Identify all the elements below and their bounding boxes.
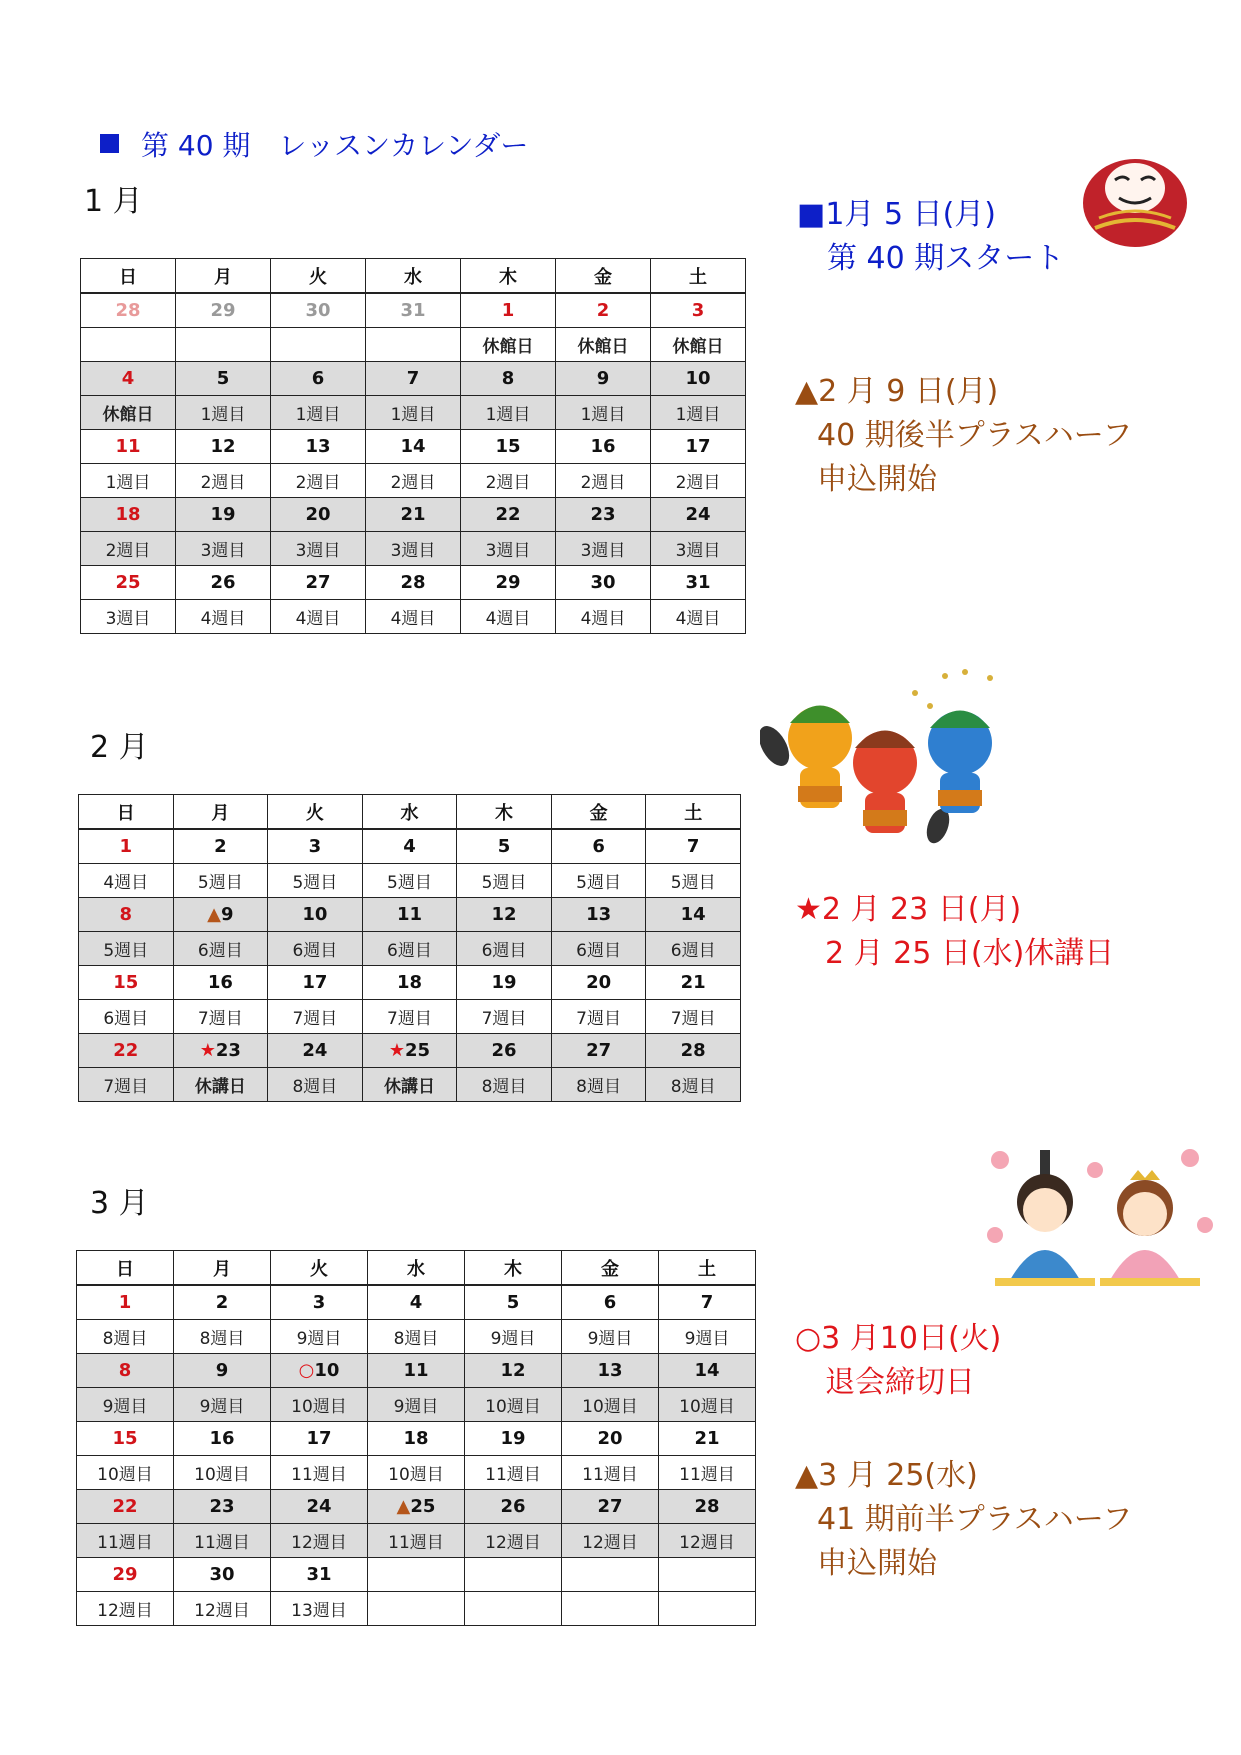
week-label-cell: 2週目 bbox=[556, 464, 651, 498]
week-label-cell: 5週目 bbox=[173, 864, 268, 898]
week-label-cell: 7週目 bbox=[79, 1068, 174, 1102]
week-label-cell: 10週目 bbox=[562, 1388, 659, 1422]
week-label-cell: 1週目 bbox=[81, 464, 176, 498]
week-label-cell bbox=[81, 328, 176, 362]
week-label-cell: 9週目 bbox=[368, 1388, 465, 1422]
date-cell: 1 bbox=[461, 293, 556, 328]
date-cell: 11 bbox=[362, 898, 457, 932]
week-label-cell: 12週目 bbox=[659, 1524, 756, 1558]
week-label-cell: 13週目 bbox=[271, 1592, 368, 1626]
calendar-february bbox=[78, 794, 741, 1102]
calendar-march bbox=[76, 1250, 756, 1626]
week-label-cell: 8週目 bbox=[551, 1068, 646, 1102]
week-label-cell: 7週目 bbox=[457, 1000, 552, 1034]
week-label-cell: 6週目 bbox=[268, 932, 363, 966]
date-cell: 16 bbox=[556, 430, 651, 464]
date-cell: 4 bbox=[368, 1285, 465, 1320]
week-label-cell: 8週目 bbox=[368, 1320, 465, 1354]
week-label-cell: 3週目 bbox=[81, 600, 176, 634]
weekday-fri: 金 bbox=[556, 259, 651, 294]
page-title bbox=[100, 124, 528, 164]
date-cell: 26 bbox=[457, 1034, 552, 1068]
note-plus-half-mar-text2: 申込開始 bbox=[817, 1546, 937, 1581]
week-label-cell: 6週目 bbox=[362, 932, 457, 966]
daruma-icon bbox=[1075, 148, 1195, 248]
date-cell: 7 bbox=[646, 829, 741, 864]
note-plus-half-feb-text2: 申込開始 bbox=[817, 462, 937, 497]
date-cell: 1 bbox=[79, 829, 174, 864]
date-row bbox=[77, 1285, 756, 1320]
week-label-cell: 11週目 bbox=[659, 1456, 756, 1490]
date-cell: 24 bbox=[271, 1490, 368, 1524]
week-label-cell bbox=[659, 1592, 756, 1626]
date-cell: 13 bbox=[562, 1354, 659, 1388]
week-label-cell: 8週目 bbox=[174, 1320, 271, 1354]
date-cell: 12 bbox=[457, 898, 552, 932]
date-cell: 2 bbox=[556, 293, 651, 328]
date-cell: 21 bbox=[659, 1422, 756, 1456]
week-label-cell: 3週目 bbox=[556, 532, 651, 566]
week-label-cell bbox=[465, 1592, 562, 1626]
date-cell: 31 bbox=[651, 566, 746, 600]
note-withdraw-deadline bbox=[795, 1317, 1001, 1405]
date-cell: 4 bbox=[362, 829, 457, 864]
week-label-cell: 10週目 bbox=[368, 1456, 465, 1490]
week-label-cell: 休館日 bbox=[81, 396, 176, 430]
week-label-cell: 8週目 bbox=[77, 1320, 174, 1354]
date-row bbox=[77, 1490, 756, 1524]
date-cell: 1 bbox=[77, 1285, 174, 1320]
date-cell: 30 bbox=[271, 293, 366, 328]
week-label-cell: 6週目 bbox=[551, 932, 646, 966]
week-label-cell: 11週目 bbox=[77, 1524, 174, 1558]
week-label-cell: 9週目 bbox=[562, 1320, 659, 1354]
date-cell: 20 bbox=[562, 1422, 659, 1456]
weekday-wed: 水 bbox=[366, 259, 461, 294]
note-term-start bbox=[797, 193, 1064, 281]
weekday-thu: 木 bbox=[457, 795, 552, 830]
week-label-cell bbox=[366, 328, 461, 362]
date-cell: 18 bbox=[368, 1422, 465, 1456]
week-label-cell: 1週目 bbox=[461, 396, 556, 430]
date-row bbox=[81, 566, 746, 600]
note-plus-half-feb bbox=[795, 370, 1132, 502]
week-label-cell: 7週目 bbox=[268, 1000, 363, 1034]
weekday-fri: 金 bbox=[551, 795, 646, 830]
weekday-header-row bbox=[81, 259, 746, 294]
week-label-cell: 6週目 bbox=[646, 932, 741, 966]
note-closed-days-line1: ★2 月 23 日(月) bbox=[795, 892, 1022, 927]
date-cell: 29 bbox=[77, 1558, 174, 1592]
date-cell: 11 bbox=[368, 1354, 465, 1388]
date-cell: 24 bbox=[268, 1034, 363, 1068]
date-cell: 21 bbox=[366, 498, 461, 532]
week-label-row bbox=[81, 532, 746, 566]
calendar-january bbox=[80, 258, 746, 634]
week-label-cell: 2週目 bbox=[366, 464, 461, 498]
week-label-cell: 7週目 bbox=[173, 1000, 268, 1034]
week-label-cell: 3週目 bbox=[366, 532, 461, 566]
date-cell: 14 bbox=[366, 430, 461, 464]
week-label-cell: 1週目 bbox=[556, 396, 651, 430]
week-label-row bbox=[79, 932, 741, 966]
week-label-cell: 2週目 bbox=[651, 464, 746, 498]
note-plus-half-mar-text1: 41 期前半プラスハーフ bbox=[817, 1502, 1133, 1537]
week-label-cell: 10週目 bbox=[271, 1388, 368, 1422]
week-label-cell: 5週目 bbox=[79, 932, 174, 966]
date-cell: 3 bbox=[268, 829, 363, 864]
date-row bbox=[77, 1422, 756, 1456]
date-cell: 31 bbox=[271, 1558, 368, 1592]
week-label-cell: 2週目 bbox=[461, 464, 556, 498]
week-label-cell: 休館日 bbox=[651, 328, 746, 362]
date-cell: ★23 bbox=[173, 1034, 268, 1068]
week-label-cell bbox=[176, 328, 271, 362]
note-term-start-date: ■1月 5 日(月) bbox=[797, 197, 996, 232]
week-label-cell: 6週目 bbox=[173, 932, 268, 966]
date-cell: 17 bbox=[271, 1422, 368, 1456]
date-cell: 29 bbox=[176, 293, 271, 328]
date-cell: 3 bbox=[651, 293, 746, 328]
date-cell bbox=[465, 1558, 562, 1592]
date-cell: 15 bbox=[79, 966, 174, 1000]
weekday-mon: 月 bbox=[173, 795, 268, 830]
weekday-sat: 土 bbox=[646, 795, 741, 830]
week-label-cell: 5週目 bbox=[268, 864, 363, 898]
week-label-cell: 12週目 bbox=[465, 1524, 562, 1558]
month-label-february: 2 月 bbox=[90, 730, 149, 765]
week-label-cell: 3週目 bbox=[271, 532, 366, 566]
date-cell: 28 bbox=[366, 566, 461, 600]
date-cell: 15 bbox=[77, 1422, 174, 1456]
week-label-row bbox=[81, 396, 746, 430]
date-cell: 6 bbox=[551, 829, 646, 864]
title-square-icon bbox=[100, 134, 119, 153]
date-cell: ▲25 bbox=[368, 1490, 465, 1524]
week-label-cell: 12週目 bbox=[174, 1592, 271, 1626]
date-cell: 8 bbox=[77, 1354, 174, 1388]
date-cell: 9 bbox=[174, 1354, 271, 1388]
date-cell: 12 bbox=[176, 430, 271, 464]
weekday-sat: 土 bbox=[659, 1251, 756, 1286]
week-label-row bbox=[79, 864, 741, 898]
oni-icon bbox=[760, 668, 1020, 848]
date-cell: 8 bbox=[461, 362, 556, 396]
date-cell: 6 bbox=[562, 1285, 659, 1320]
date-row bbox=[81, 430, 746, 464]
week-label-row bbox=[79, 1068, 741, 1102]
week-label-cell: 10週目 bbox=[77, 1456, 174, 1490]
week-label-cell: 8週目 bbox=[457, 1068, 552, 1102]
week-label-cell: 1週目 bbox=[366, 396, 461, 430]
hina-dolls-icon bbox=[985, 1140, 1215, 1290]
date-cell: 27 bbox=[271, 566, 366, 600]
week-label-cell: 9週目 bbox=[174, 1388, 271, 1422]
date-row bbox=[81, 362, 746, 396]
week-label-cell: 11週目 bbox=[271, 1456, 368, 1490]
week-label-row bbox=[77, 1524, 756, 1558]
date-cell bbox=[368, 1558, 465, 1592]
week-label-cell: 4週目 bbox=[176, 600, 271, 634]
page-title-text: 第 40 期 レッスンカレンダー bbox=[141, 129, 529, 162]
date-cell: 4 bbox=[81, 362, 176, 396]
week-label-row bbox=[81, 600, 746, 634]
date-cell: 7 bbox=[659, 1285, 756, 1320]
date-cell: 14 bbox=[659, 1354, 756, 1388]
week-label-cell: 7週目 bbox=[551, 1000, 646, 1034]
week-label-cell: 7週目 bbox=[362, 1000, 457, 1034]
date-cell: 17 bbox=[651, 430, 746, 464]
date-cell: 11 bbox=[81, 430, 176, 464]
week-label-cell: 9週目 bbox=[659, 1320, 756, 1354]
date-cell: 23 bbox=[556, 498, 651, 532]
week-label-cell: 6週目 bbox=[457, 932, 552, 966]
weekday-thu: 木 bbox=[461, 259, 556, 294]
week-label-cell: 5週目 bbox=[457, 864, 552, 898]
date-cell: 10 bbox=[268, 898, 363, 932]
date-cell: 21 bbox=[646, 966, 741, 1000]
date-cell: 25 bbox=[81, 566, 176, 600]
date-cell: ▲9 bbox=[173, 898, 268, 932]
week-label-cell: 2週目 bbox=[176, 464, 271, 498]
week-label-cell: 1週目 bbox=[271, 396, 366, 430]
week-label-cell: 5週目 bbox=[646, 864, 741, 898]
date-cell: 17 bbox=[268, 966, 363, 1000]
date-cell: 20 bbox=[271, 498, 366, 532]
date-cell: 26 bbox=[465, 1490, 562, 1524]
date-cell: 15 bbox=[461, 430, 556, 464]
week-label-cell: 1週目 bbox=[176, 396, 271, 430]
weekday-mon: 月 bbox=[174, 1251, 271, 1286]
week-label-cell: 3週目 bbox=[651, 532, 746, 566]
week-label-cell: 7週目 bbox=[646, 1000, 741, 1034]
date-cell: 6 bbox=[271, 362, 366, 396]
week-label-cell bbox=[368, 1592, 465, 1626]
note-term-start-text: 第 40 期スタート bbox=[827, 241, 1065, 276]
weekday-sun: 日 bbox=[81, 259, 176, 294]
date-row bbox=[77, 1558, 756, 1592]
week-label-cell bbox=[562, 1592, 659, 1626]
date-cell: 28 bbox=[659, 1490, 756, 1524]
weekday-tue: 火 bbox=[268, 795, 363, 830]
date-cell bbox=[659, 1558, 756, 1592]
note-plus-half-feb-date: ▲2 月 9 日(月) bbox=[795, 374, 999, 409]
week-label-cell: 8週目 bbox=[646, 1068, 741, 1102]
date-cell: 8 bbox=[79, 898, 174, 932]
date-row bbox=[79, 966, 741, 1000]
date-cell: 28 bbox=[646, 1034, 741, 1068]
date-cell: ★25 bbox=[362, 1034, 457, 1068]
month-label-january: 1 月 bbox=[84, 184, 143, 219]
date-row bbox=[81, 498, 746, 532]
note-withdraw-deadline-date: ○3 月10日(火) bbox=[795, 1321, 1002, 1356]
date-cell: 10 bbox=[651, 362, 746, 396]
week-label-row bbox=[77, 1388, 756, 1422]
date-cell: 22 bbox=[77, 1490, 174, 1524]
week-label-row bbox=[77, 1456, 756, 1490]
week-label-cell: 11週目 bbox=[368, 1524, 465, 1558]
note-plus-half-feb-text1: 40 期後半プラスハーフ bbox=[817, 418, 1133, 453]
date-cell: 27 bbox=[551, 1034, 646, 1068]
week-label-cell: 4週目 bbox=[556, 600, 651, 634]
week-label-cell: 3週目 bbox=[461, 532, 556, 566]
date-cell: 31 bbox=[366, 293, 461, 328]
date-cell: 7 bbox=[366, 362, 461, 396]
week-label-cell: 10週目 bbox=[465, 1388, 562, 1422]
note-plus-half-mar-date: ▲3 月 25(水) bbox=[795, 1458, 978, 1493]
date-cell: 13 bbox=[271, 430, 366, 464]
date-cell: 5 bbox=[457, 829, 552, 864]
date-row bbox=[81, 293, 746, 328]
week-label-row bbox=[81, 464, 746, 498]
week-label-cell: 休講日 bbox=[362, 1068, 457, 1102]
date-cell: 14 bbox=[646, 898, 741, 932]
date-cell: 22 bbox=[79, 1034, 174, 1068]
week-label-cell: 12週目 bbox=[271, 1524, 368, 1558]
date-row bbox=[79, 829, 741, 864]
date-cell: 9 bbox=[556, 362, 651, 396]
note-withdraw-deadline-text: 退会締切日 bbox=[825, 1365, 975, 1400]
date-cell: 13 bbox=[551, 898, 646, 932]
date-cell: 19 bbox=[457, 966, 552, 1000]
date-cell: 20 bbox=[551, 966, 646, 1000]
date-cell: 12 bbox=[465, 1354, 562, 1388]
week-label-cell: 6週目 bbox=[79, 1000, 174, 1034]
week-label-cell: 4週目 bbox=[271, 600, 366, 634]
date-cell: 26 bbox=[176, 566, 271, 600]
weekday-header-row bbox=[77, 1251, 756, 1286]
week-label-cell: 11週目 bbox=[174, 1524, 271, 1558]
date-cell: 30 bbox=[556, 566, 651, 600]
week-label-cell: 休館日 bbox=[556, 328, 651, 362]
note-plus-half-mar bbox=[795, 1454, 1132, 1586]
week-label-cell: 2週目 bbox=[271, 464, 366, 498]
date-row bbox=[79, 1034, 741, 1068]
weekday-wed: 水 bbox=[362, 795, 457, 830]
weekday-fri: 金 bbox=[562, 1251, 659, 1286]
date-cell: ○10 bbox=[271, 1354, 368, 1388]
week-label-cell: 休講日 bbox=[173, 1068, 268, 1102]
week-label-cell: 12週目 bbox=[77, 1592, 174, 1626]
week-label-cell: 12週目 bbox=[562, 1524, 659, 1558]
week-label-cell: 4週目 bbox=[366, 600, 461, 634]
week-label-cell bbox=[271, 328, 366, 362]
date-row bbox=[77, 1354, 756, 1388]
weekday-mon: 月 bbox=[176, 259, 271, 294]
date-cell: 23 bbox=[174, 1490, 271, 1524]
date-cell: 22 bbox=[461, 498, 556, 532]
week-label-cell: 9週目 bbox=[465, 1320, 562, 1354]
week-label-cell: 1週目 bbox=[651, 396, 746, 430]
date-cell: 24 bbox=[651, 498, 746, 532]
weekday-header-row bbox=[79, 795, 741, 830]
date-cell: 27 bbox=[562, 1490, 659, 1524]
week-label-cell: 休館日 bbox=[461, 328, 556, 362]
week-label-cell: 10週目 bbox=[659, 1388, 756, 1422]
week-label-cell: 9週目 bbox=[271, 1320, 368, 1354]
note-closed-days-line2: 2 月 25 日(水)休講日 bbox=[825, 936, 1115, 971]
date-row bbox=[79, 898, 741, 932]
date-cell: 28 bbox=[81, 293, 176, 328]
week-label-row bbox=[79, 1000, 741, 1034]
date-cell: 2 bbox=[174, 1285, 271, 1320]
week-label-cell: 3週目 bbox=[176, 532, 271, 566]
week-label-cell: 9週目 bbox=[77, 1388, 174, 1422]
week-label-cell: 2週目 bbox=[81, 532, 176, 566]
date-cell: 5 bbox=[176, 362, 271, 396]
week-label-cell: 4週目 bbox=[79, 864, 174, 898]
week-label-cell: 10週目 bbox=[174, 1456, 271, 1490]
weekday-tue: 火 bbox=[271, 259, 366, 294]
week-label-row bbox=[77, 1592, 756, 1626]
weekday-tue: 火 bbox=[271, 1251, 368, 1286]
date-cell: 30 bbox=[174, 1558, 271, 1592]
date-cell: 18 bbox=[362, 966, 457, 1000]
week-label-cell: 4週目 bbox=[651, 600, 746, 634]
date-cell: 16 bbox=[174, 1422, 271, 1456]
date-cell: 5 bbox=[465, 1285, 562, 1320]
date-cell: 19 bbox=[176, 498, 271, 532]
date-cell: 29 bbox=[461, 566, 556, 600]
note-closed-days bbox=[795, 888, 1114, 976]
date-cell: 19 bbox=[465, 1422, 562, 1456]
date-cell: 18 bbox=[81, 498, 176, 532]
week-label-row bbox=[77, 1320, 756, 1354]
weekday-wed: 水 bbox=[368, 1251, 465, 1286]
weekday-sat: 土 bbox=[651, 259, 746, 294]
weekday-thu: 木 bbox=[465, 1251, 562, 1286]
week-label-cell: 11週目 bbox=[562, 1456, 659, 1490]
week-label-cell: 5週目 bbox=[362, 864, 457, 898]
date-cell: 2 bbox=[173, 829, 268, 864]
week-label-row bbox=[81, 328, 746, 362]
week-label-cell: 5週目 bbox=[551, 864, 646, 898]
week-label-cell: 11週目 bbox=[465, 1456, 562, 1490]
month-label-march: 3 月 bbox=[90, 1186, 149, 1221]
date-cell: 3 bbox=[271, 1285, 368, 1320]
date-cell: 16 bbox=[173, 966, 268, 1000]
weekday-sun: 日 bbox=[77, 1251, 174, 1286]
week-label-cell: 8週目 bbox=[268, 1068, 363, 1102]
week-label-cell: 4週目 bbox=[461, 600, 556, 634]
date-cell bbox=[562, 1558, 659, 1592]
weekday-sun: 日 bbox=[79, 795, 174, 830]
